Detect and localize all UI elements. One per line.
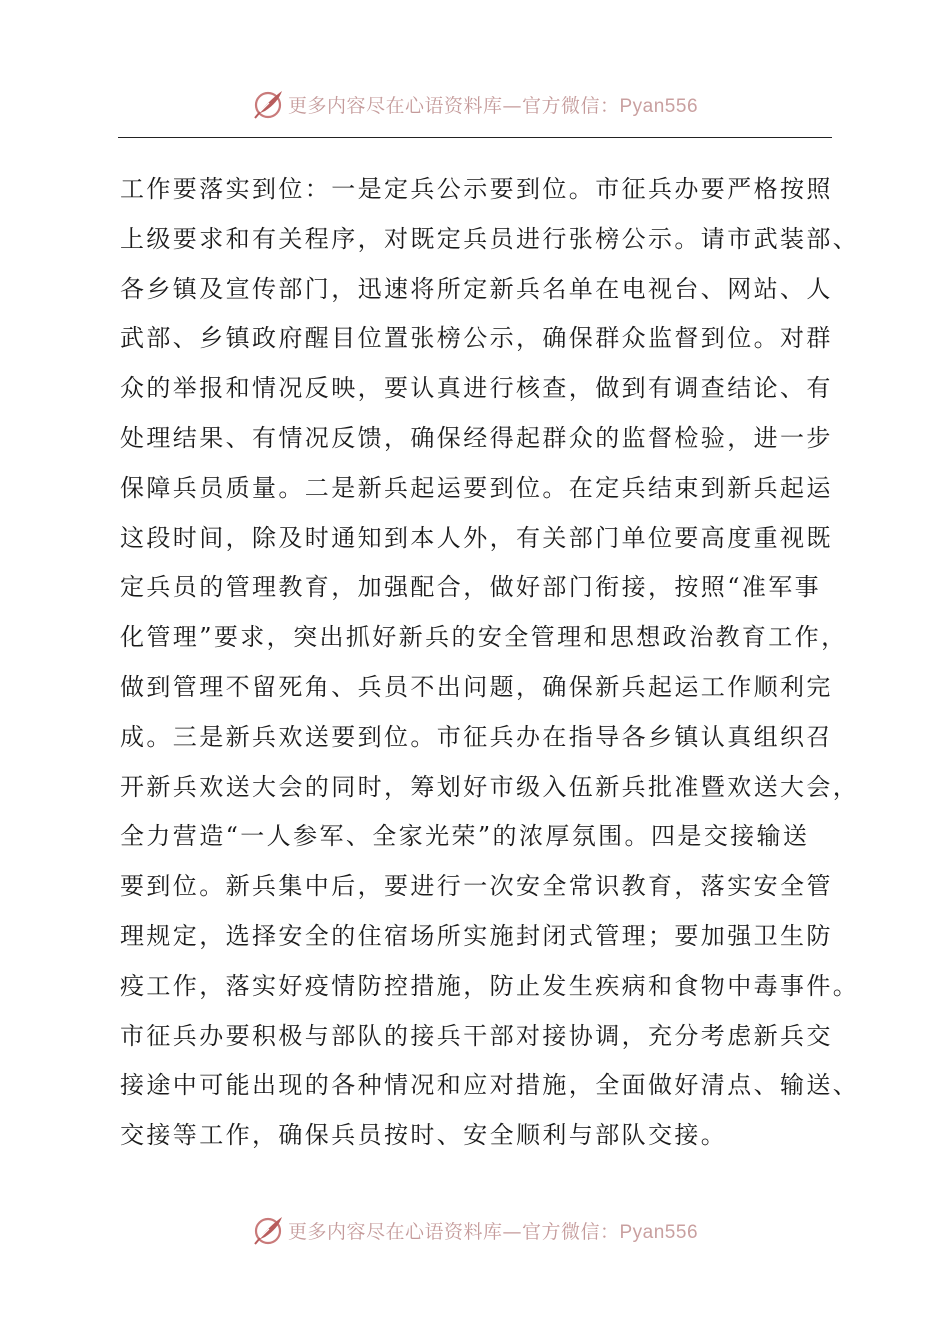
body-line: 疫工作，落实好疫情防控措施，防止发生疾病和食物中毒事件。 [120, 971, 860, 1000]
body-line: 武部、乡镇政府醒目位置张榜公示，确保群众监督到位。对群 [120, 324, 833, 353]
document-body [120, 165, 860, 1161]
body-line: 理规定，选择安全的住宿场所实施封闭式管理；要加强卫生防 [120, 921, 833, 950]
header-divider [118, 137, 832, 138]
footer-watermark-text: 更多内容尽在心语资料库—官方微信： [287, 1220, 620, 1243]
body-line: 处理结果、有情况反馈，确保经得起群众的监督检验，进一步 [120, 423, 833, 452]
header-watermark-text: 更多内容尽在心语资料库—官方微信： [287, 94, 620, 117]
body-line: 交接等工作，确保兵员按时、安全顺利与部队交接。 [120, 1121, 728, 1150]
body-line: 这段时间，除及时通知到本人外，有关部门单位要高度重视既 [120, 523, 833, 552]
footer-watermark-id: Pyan556 [619, 1221, 699, 1243]
body-line: 化管理”要求，突出抓好新兵的安全管理和思想政治教育工作， [120, 623, 848, 652]
body-line: 工作要落实到位：一是定兵公示要到位。市征兵办要严格按照 [120, 175, 833, 203]
header-watermark-id: Pyan556 [619, 95, 699, 117]
footer-watermark [0, 1210, 950, 1250]
quill-logo-icon [252, 87, 286, 121]
body-line: 各乡镇及宣传部门，迅速将所定新兵名单在电视台、网站、人 [120, 274, 833, 303]
body-line: 众的举报和情况反映，要认真进行核查，做到有调查结论、有 [120, 374, 833, 403]
body-line: 做到管理不留死角、兵员不出问题，确保新兵起运工作顺利完 [120, 672, 833, 701]
body-line: 成。三是新兵欢送要到位。市征兵办在指导各乡镇认真组织召 [120, 722, 833, 751]
header-watermark [0, 84, 950, 124]
body-line: 全力营造“一人参军、全家光荣”的浓厚氛围。四是交接输送 [120, 822, 810, 851]
body-line: 市征兵办要积极与部队的接兵干部对接协调，充分考虑新兵交 [120, 1021, 833, 1050]
body-line: 接途中可能出现的各种情况和应对措施，全面做好清点、输送、 [120, 1071, 860, 1100]
body-line: 要到位。新兵集中后，要进行一次安全常识教育，落实安全管 [120, 872, 833, 901]
body-line: 保障兵员质量。二是新兵起运要到位。在定兵结束到新兵起运 [120, 473, 833, 502]
body-line: 定兵员的管理教育，加强配合，做好部门衔接，按照“准军事 [120, 573, 822, 602]
body-line: 开新兵欢送大会的同时，筹划好市级入伍新兵批准暨欢送大会， [120, 772, 860, 801]
body-line: 上级要求和有关程序，对既定兵员进行张榜公示。请市武装部、 [120, 224, 860, 253]
quill-logo-icon [252, 1213, 286, 1247]
